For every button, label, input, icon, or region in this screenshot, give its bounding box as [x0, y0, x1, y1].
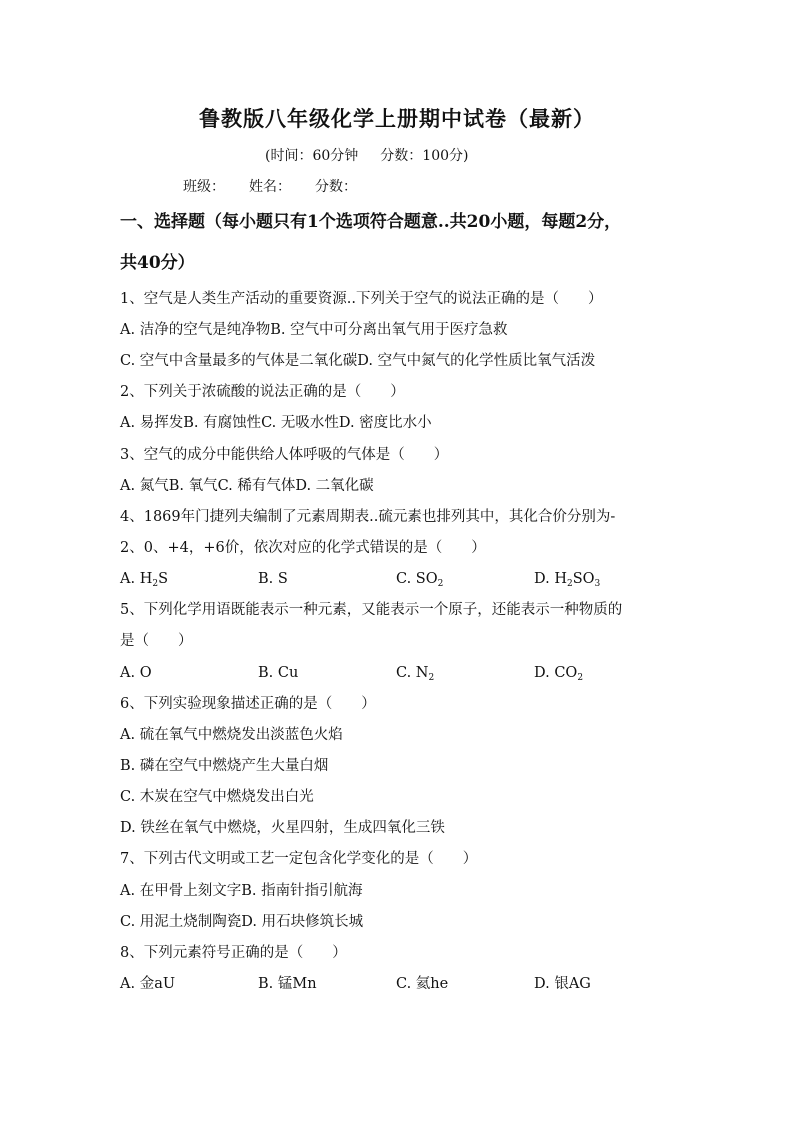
q4-option-a: A. $H_2S$ [120, 571, 169, 589]
q4-stem-line2: 2、0、+4，+6价，依次对应的化学式错误的是（ ） [120, 540, 486, 556]
score-label: 分数： [315, 179, 357, 195]
q3-stem: 3、空气的成分中能供给人体呼吸的气体是（ ） [120, 447, 449, 463]
q7-options-cd: C. 用泥土烧制陶瓷D. 用石块修筑长城 [120, 914, 364, 930]
q4-option-c: C. $SO_2$ [396, 571, 444, 589]
q6-option-c: C. 木炭在空气中燃烧发出白光 [120, 789, 314, 805]
exam-title: 鲁教版八年级化学上册期中试卷（最新） [199, 106, 595, 131]
q5-option-b: B. Cu [258, 665, 299, 681]
q4-option-d: D. $H_2SO_3$ [534, 571, 601, 589]
q8-option-a: A. 金aU [120, 976, 176, 992]
q4-option-b: B. S [258, 571, 288, 587]
q7-stem: 7、下列古代文明或工艺一定包含化学变化的是（ ） [120, 851, 478, 867]
q5-stem-line1: 5、下列化学用语既能表示一种元素，又能表示一个原子，还能表示一种物质的 [120, 602, 623, 618]
q1-stem: 1、空气是人类生产活动的重要资源..下列关于空气的说法正确的是（ ） [120, 291, 603, 307]
total-score: 分数：100分) [380, 148, 469, 164]
exam-meta [265, 145, 490, 165]
q4-stem-line1: 4、1869年门捷列夫编制了元素周期表..硫元素也排列其中，其化合价分别为- [120, 509, 616, 525]
q7-options-ab: A. 在甲骨上刻文字B. 指南针指引航海 [120, 883, 363, 899]
class-label: 班级： [183, 179, 225, 195]
q8-option-d: D. 银AG [534, 976, 591, 992]
q2-options: A. 易挥发B. 有腐蚀性C. 无吸水性D. 密度比水小 [120, 415, 432, 431]
q8-option-c: C. 氦he [396, 976, 449, 992]
time-limit: (时间：60分钟 [265, 148, 359, 164]
q2-stem: 2、下列关于浓硫酸的说法正确的是（ ） [120, 384, 405, 400]
q1-options-ab: A. 洁净的空气是纯净物B. 空气中可分离出氧气用于医疗急救 [120, 322, 508, 338]
q8-stem: 8、下列元素符号正确的是（ ） [120, 945, 347, 961]
q5-option-a: A. O [120, 665, 152, 681]
q3-options: A. 氮气B. 氧气C. 稀有气体D. 二氧化碳 [120, 478, 374, 494]
section-heading-line1: 一、选择题（每小题只有1个选项符合题意..共20小题，每题2分， [120, 212, 622, 232]
section-heading-line2: 共40分） [120, 253, 195, 273]
q6-stem: 6、下列实验现象描述正确的是（ ） [120, 696, 376, 712]
q8-option-b: B. 锰Mn [258, 976, 317, 992]
q6-option-d: D. 铁丝在氧气中燃烧，火星四射，生成四氧化三铁 [120, 820, 445, 836]
q1-options-cd: C. 空气中含量最多的气体是二氧化碳D. 空气中氮气的化学性质比氧气活泼 [120, 353, 596, 369]
q5-stem-line2: 是（ ） [120, 633, 193, 649]
q5-option-d: D. $CO_2$ [534, 665, 584, 683]
q5-option-c: C. $N_2$ [396, 665, 435, 683]
q6-option-a: A. 硫在氧气中燃烧发出淡蓝色火焰 [120, 727, 343, 743]
name-label: 姓名： [249, 179, 291, 195]
q6-option-b: B. 磷在空气中燃烧产生大量白烟 [120, 758, 329, 774]
student-info-line [183, 176, 381, 196]
